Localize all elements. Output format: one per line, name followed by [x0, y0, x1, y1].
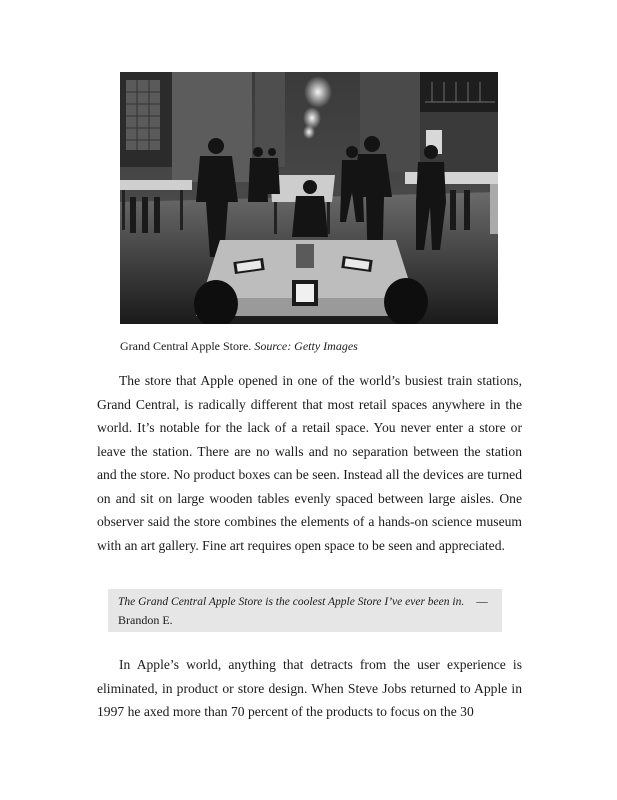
store-photo — [120, 72, 498, 324]
caption-title: Grand Central Apple Store. — [120, 339, 252, 353]
pull-quote — [108, 589, 502, 632]
pull-quote-dash: — — [476, 596, 488, 608]
body-paragraph-1: The store that Apple opened in one of the world’s busiest train stations, Grand Central, is radically different that most retail spaces anywhere in the world. It’s notable for the lack of a retail space. You never enter a store or leave the station. There are no walls and no separation between the station and the store. No product boxes can be seen. Instead all the devices are turned on and sit on large wooden tables evenly spaced between large aisles. One observer said the store combines the elements of a hands-on science museum with an art gallery. Fine art requires open space to be seen and appreciated. — [97, 373, 522, 553]
pull-quote-author: Brandon E. — [118, 613, 173, 627]
body-paragraph-2: In Apple’s world, anything that detracts from the user experience is eliminated, in product or store design. When Steve Jobs returned to Apple in 1997 he axed more than 70 percent of the products to focus on the 30 — [97, 657, 522, 719]
pull-quote-text: The Grand Central Apple Store is the coolest Apple Store I’ve ever been in. — [118, 596, 465, 608]
pull-quote-line — [118, 592, 488, 612]
store-photo-illustration — [120, 72, 498, 324]
caption-source: Source: Getty Images — [254, 339, 358, 353]
photo-caption — [120, 338, 358, 354]
